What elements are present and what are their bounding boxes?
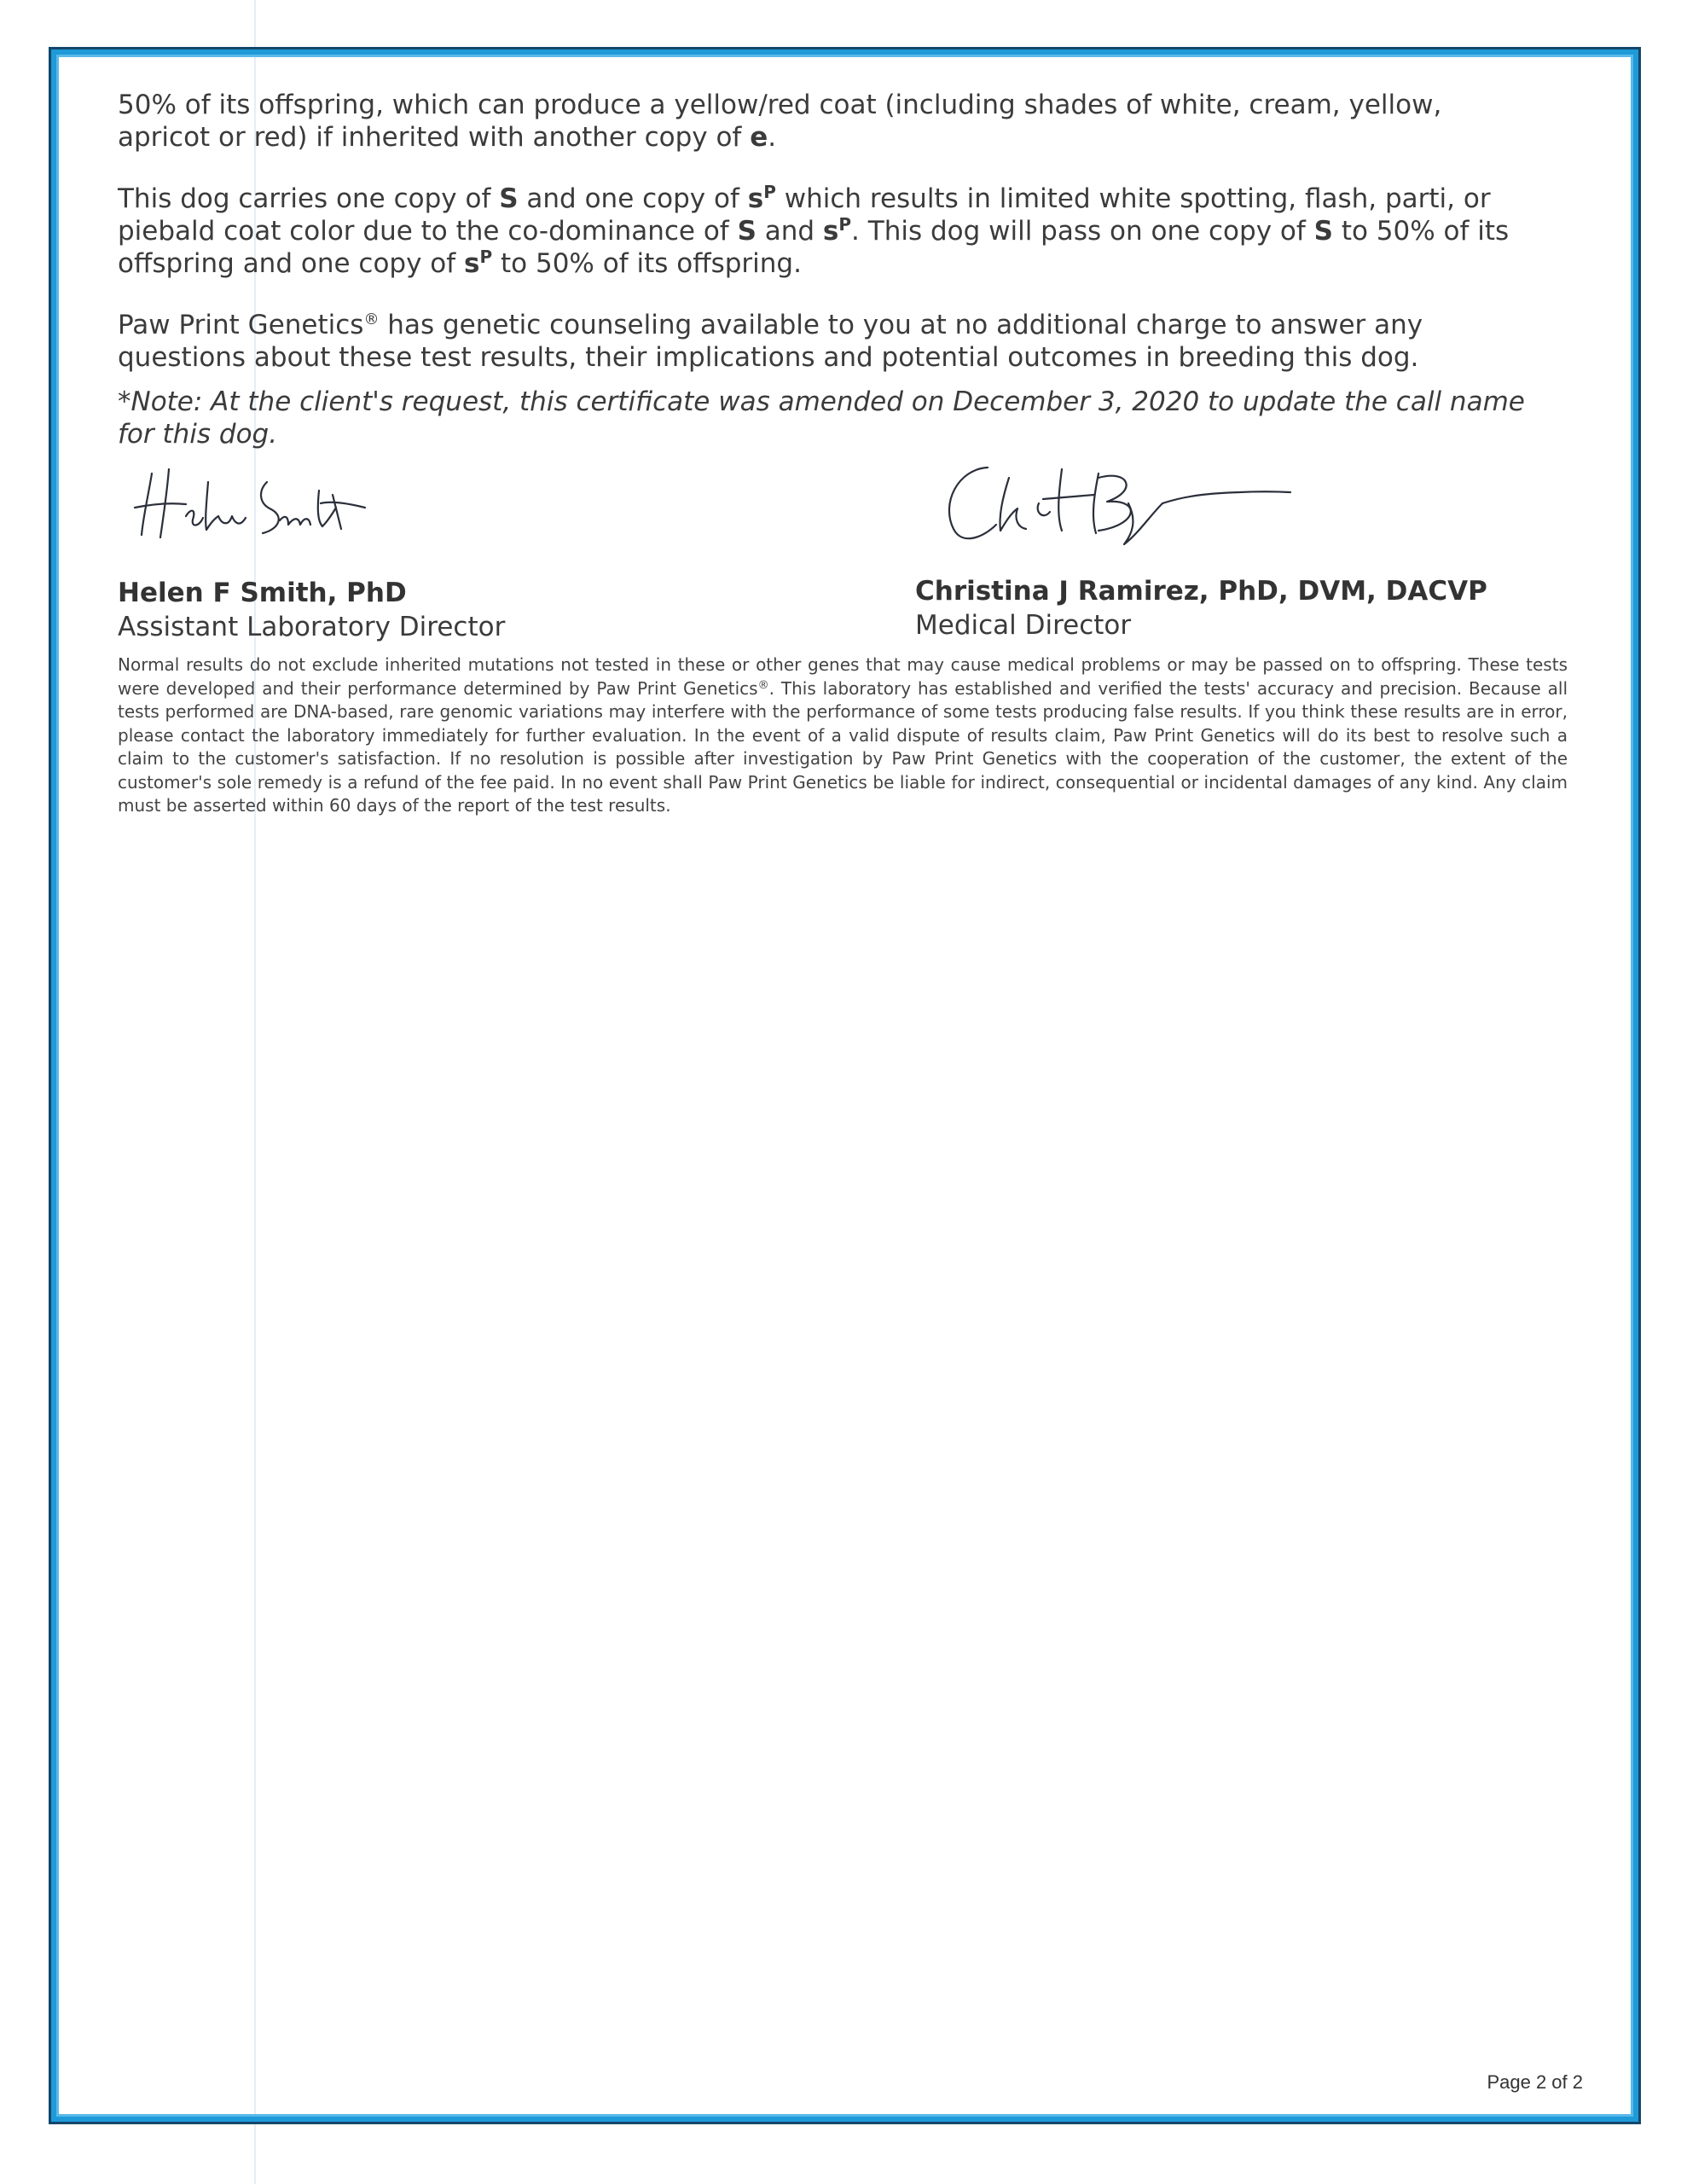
signer-name: Helen F Smith, PhD bbox=[118, 578, 407, 608]
signature-block-christina-ramirez bbox=[915, 452, 1487, 642]
signer-name: Christina J Ramirez, PhD, DVM, DACVP bbox=[915, 576, 1487, 607]
allele-e: e bbox=[750, 122, 768, 153]
paragraph-e-locus: 50% of its offspring, which can produce a yellow/red coat (including shades of white, cream, yellow, apricot or red) if inherited with another copy of e. bbox=[118, 90, 1442, 153]
signature-christina-ramirez bbox=[915, 452, 1325, 555]
signature-helen-smith bbox=[118, 456, 391, 550]
signature-block-helen-smith bbox=[118, 456, 505, 644]
amendment-note: *Note: At the client's request, this certificate was amended on December 3, 2020 to update the call name for this dog. bbox=[118, 386, 1525, 450]
paragraph-s-locus: This dog carries one copy of S and one copy of $s^P$ which results in limited white spotting, flash, parti, or piebald coat color due to the co-dominance of S and $s^P$. This dog will pass on one copy of S to 50% of its offspring and one copy of $s^P$ to 50% of its offspring. bbox=[118, 182, 1510, 279]
certificate-body bbox=[118, 89, 1568, 450]
page-number: Page 2 of 2 bbox=[1487, 2071, 1583, 2093]
legal-disclaimer: Normal results do not exclude inherited mutations not tested in these or other genes that may cause medical problems or may be passed on to offspring. These tests were developed and their performance determined by Paw Print Genetics®. This laboratory has established and verified the tests' accuracy and precision. Because all tests performed are DNA-based, rare genomic variations may interfere with the performance of some tests producing false results. If you think these results are in error, please contact the laboratory immediately for further evaluation. In the event of a valid dispute of results claim, Paw Print Genetics will do its best to resolve such a claim to the customer's satisfaction. If no resolution is possible after investigation by Paw Print Genetics with the cooperation of the customer, the extent of the customer's sole remedy is a refund of the fee paid. In no event shall Paw Print Genetics be liable for indirect, consequential or incidental damages of any kind. Any claim must be asserted within 60 days of the report of the test results. bbox=[118, 654, 1568, 816]
paragraph-genetic-counseling: Paw Print Genetics® has genetic counseling available to you at no additional charge to answer any questions about these test results, their implications and potential outcomes in breeding this dog. bbox=[118, 310, 1423, 373]
signer-title: Assistant Laboratory Director bbox=[118, 612, 506, 642]
signer-title: Medical Director bbox=[915, 610, 1132, 641]
